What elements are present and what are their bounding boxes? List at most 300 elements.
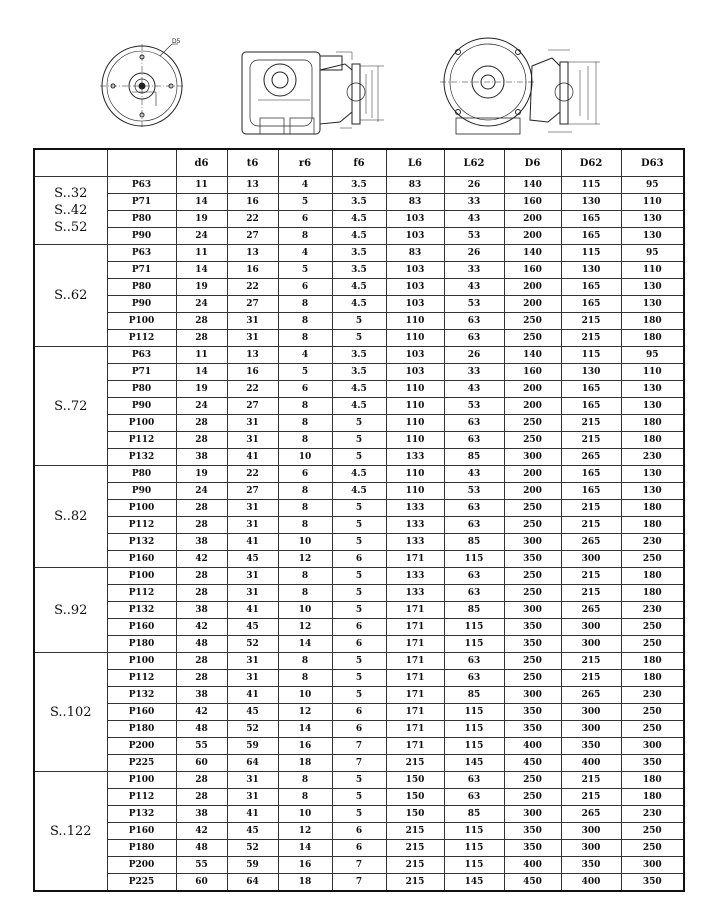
table-cell: 103	[386, 296, 444, 313]
table-row	[34, 772, 684, 789]
table-cell: 5	[332, 313, 386, 330]
table-cell: 171	[386, 602, 444, 619]
table-cell: 59	[227, 738, 278, 755]
dimension-table	[33, 148, 685, 892]
table-row	[34, 262, 684, 279]
column-header	[34, 149, 107, 177]
table-cell: 6	[332, 823, 386, 840]
table-cell: 3.5	[332, 364, 386, 381]
table-cell: 38	[176, 602, 227, 619]
flange-size-cell: P132	[107, 687, 176, 704]
table-cell: 450	[504, 874, 561, 892]
table-cell: 300	[561, 704, 621, 721]
flange-size-cell: P80	[107, 211, 176, 228]
table-row	[34, 721, 684, 738]
table-cell: 4	[278, 245, 332, 262]
table-cell: 180	[621, 789, 684, 806]
flange-size-cell: P200	[107, 857, 176, 874]
table-cell: 8	[278, 415, 332, 432]
table-cell: 6	[332, 840, 386, 857]
table-cell: 8	[278, 568, 332, 585]
table-cell: 400	[561, 874, 621, 892]
table-cell: 6	[278, 211, 332, 228]
flange-size-cell: P160	[107, 823, 176, 840]
table-cell: 8	[278, 772, 332, 789]
table-cell: 43	[444, 211, 504, 228]
table-cell: 180	[621, 670, 684, 687]
table-cell: 28	[176, 500, 227, 517]
table-cell: 215	[561, 772, 621, 789]
table-cell: 6	[332, 619, 386, 636]
table-cell: 42	[176, 551, 227, 568]
table-cell: 5	[332, 772, 386, 789]
table-cell: 13	[227, 347, 278, 364]
table-cell: 215	[561, 789, 621, 806]
table-cell: 8	[278, 517, 332, 534]
table-cell: 63	[444, 500, 504, 517]
table-cell: 14	[278, 721, 332, 738]
table-cell: 110	[621, 364, 684, 381]
table-cell: 8	[278, 789, 332, 806]
flange-size-cell: P132	[107, 534, 176, 551]
table-cell: 103	[386, 262, 444, 279]
table-cell: 31	[227, 568, 278, 585]
table-cell: 115	[444, 619, 504, 636]
flange-size-cell: P80	[107, 466, 176, 483]
table-cell: 130	[561, 262, 621, 279]
table-cell: 4	[278, 347, 332, 364]
table-cell: 10	[278, 449, 332, 466]
table-cell: 14	[176, 364, 227, 381]
table-cell: 85	[444, 534, 504, 551]
table-cell: 22	[227, 279, 278, 296]
flange-size-cell: P71	[107, 364, 176, 381]
table-cell: 250	[504, 789, 561, 806]
table-cell: 31	[227, 517, 278, 534]
flange-size-cell: P100	[107, 415, 176, 432]
table-cell: 11	[176, 245, 227, 262]
table-cell: 28	[176, 313, 227, 330]
table-cell: 42	[176, 823, 227, 840]
table-cell: 6	[332, 721, 386, 738]
table-cell: 130	[621, 483, 684, 500]
table-row	[34, 789, 684, 806]
table-cell: 26	[444, 347, 504, 364]
table-cell: 4.5	[332, 483, 386, 500]
table-cell: 45	[227, 704, 278, 721]
table-cell: 45	[227, 551, 278, 568]
table-cell: 85	[444, 602, 504, 619]
table-cell: 26	[444, 177, 504, 194]
table-cell: 52	[227, 636, 278, 653]
table-cell: 6	[332, 704, 386, 721]
table-cell: 85	[444, 687, 504, 704]
table-row	[34, 653, 684, 670]
table-row	[34, 364, 684, 381]
table-cell: 16	[227, 364, 278, 381]
table-cell: 31	[227, 789, 278, 806]
table-cell: 16	[278, 857, 332, 874]
table-cell: 41	[227, 534, 278, 551]
table-cell: 300	[504, 534, 561, 551]
table-cell: 171	[386, 704, 444, 721]
table-cell: 180	[621, 568, 684, 585]
table-cell: 28	[176, 772, 227, 789]
table-cell: 31	[227, 415, 278, 432]
table-cell: 5	[332, 789, 386, 806]
table-cell: 3.5	[332, 262, 386, 279]
table-cell: 150	[386, 772, 444, 789]
table-cell: 130	[621, 398, 684, 415]
table-cell: 250	[621, 823, 684, 840]
table-cell: 45	[227, 823, 278, 840]
table-cell: 38	[176, 534, 227, 551]
table-cell: 180	[621, 313, 684, 330]
flange-size-cell: P160	[107, 704, 176, 721]
table-cell: 4.5	[332, 211, 386, 228]
table-cell: 31	[227, 432, 278, 449]
table-cell: 450	[504, 755, 561, 772]
table-cell: 300	[561, 721, 621, 738]
table-cell: 45	[227, 619, 278, 636]
table-cell: 250	[504, 330, 561, 347]
technical-drawings	[0, 0, 715, 145]
table-cell: 265	[561, 687, 621, 704]
table-cell: 4.5	[332, 296, 386, 313]
table-cell: 140	[504, 347, 561, 364]
flange-size-cell: P180	[107, 636, 176, 653]
table-cell: 133	[386, 449, 444, 466]
table-cell: 95	[621, 177, 684, 194]
table-cell: 180	[621, 432, 684, 449]
table-row	[34, 432, 684, 449]
table-cell: 230	[621, 687, 684, 704]
table-cell: 52	[227, 840, 278, 857]
table-cell: 5	[332, 449, 386, 466]
table-cell: 115	[561, 177, 621, 194]
table-cell: 350	[621, 755, 684, 772]
table-cell: 165	[561, 483, 621, 500]
table-cell: 12	[278, 704, 332, 721]
table-cell: 350	[561, 857, 621, 874]
table-cell: 22	[227, 211, 278, 228]
table-cell: 10	[278, 534, 332, 551]
table-row	[34, 194, 684, 211]
table-cell: 133	[386, 585, 444, 602]
table-cell: 180	[621, 415, 684, 432]
flange-size-cell: P90	[107, 228, 176, 245]
table-cell: 22	[227, 381, 278, 398]
table-cell: 38	[176, 806, 227, 823]
table-cell: 6	[278, 381, 332, 398]
table-cell: 42	[176, 704, 227, 721]
table-cell: 250	[504, 772, 561, 789]
table-cell: 4.5	[332, 228, 386, 245]
table-cell: 171	[386, 636, 444, 653]
table-cell: 43	[444, 466, 504, 483]
table-cell: 300	[561, 636, 621, 653]
table-cell: 300	[504, 449, 561, 466]
table-cell: 160	[504, 364, 561, 381]
table-row	[34, 330, 684, 347]
flange-size-cell: P100	[107, 772, 176, 789]
table-row	[34, 857, 684, 874]
table-cell: 215	[386, 755, 444, 772]
table-cell: 215	[386, 840, 444, 857]
table-cell: 250	[504, 415, 561, 432]
table-cell: 28	[176, 415, 227, 432]
flange-size-cell: P100	[107, 313, 176, 330]
table-row	[34, 279, 684, 296]
table-cell: 300	[621, 857, 684, 874]
table-cell: 130	[621, 211, 684, 228]
table-cell: 300	[561, 551, 621, 568]
column-header: t6	[227, 149, 278, 177]
table-cell: 5	[332, 585, 386, 602]
table-cell: 42	[176, 619, 227, 636]
column-header: D62	[561, 149, 621, 177]
table-cell: 5	[332, 670, 386, 687]
table-cell: 115	[444, 857, 504, 874]
table-cell: 28	[176, 568, 227, 585]
table-cell: 215	[561, 432, 621, 449]
table-cell: 83	[386, 194, 444, 211]
table-cell: 165	[561, 466, 621, 483]
table-cell: 230	[621, 602, 684, 619]
table-cell: 24	[176, 228, 227, 245]
table-cell: 130	[621, 228, 684, 245]
column-header: D63	[621, 149, 684, 177]
flange-size-cell: P180	[107, 840, 176, 857]
table-cell: 95	[621, 347, 684, 364]
table-cell: 115	[444, 704, 504, 721]
table-cell: 31	[227, 313, 278, 330]
table-cell: 31	[227, 670, 278, 687]
table-row	[34, 449, 684, 466]
table-cell: 85	[444, 806, 504, 823]
table-cell: 171	[386, 721, 444, 738]
model-group-cell: S..82	[34, 466, 107, 568]
table-cell: 300	[504, 602, 561, 619]
table-cell: 103	[386, 228, 444, 245]
table-cell: 115	[561, 245, 621, 262]
flange-size-cell: P100	[107, 500, 176, 517]
flange-size-cell: P112	[107, 789, 176, 806]
table-cell: 31	[227, 653, 278, 670]
table-cell: 140	[504, 245, 561, 262]
table-cell: 41	[227, 449, 278, 466]
table-cell: 350	[504, 704, 561, 721]
column-header	[107, 149, 176, 177]
table-cell: 31	[227, 500, 278, 517]
table-cell: 350	[504, 619, 561, 636]
table-cell: 5	[332, 432, 386, 449]
table-cell: 5	[332, 534, 386, 551]
table-cell: 250	[621, 704, 684, 721]
table-cell: 63	[444, 313, 504, 330]
table-cell: 8	[278, 483, 332, 500]
table-cell: 19	[176, 279, 227, 296]
table-cell: 110	[621, 194, 684, 211]
table-cell: 215	[561, 313, 621, 330]
table-cell: 400	[561, 755, 621, 772]
flange-size-cell: P132	[107, 806, 176, 823]
table-cell: 215	[561, 500, 621, 517]
flange-size-cell: P132	[107, 602, 176, 619]
table-cell: 24	[176, 296, 227, 313]
table-cell: 28	[176, 585, 227, 602]
table-cell: 265	[561, 449, 621, 466]
table-cell: 41	[227, 602, 278, 619]
table-cell: 8	[278, 500, 332, 517]
table-cell: 250	[504, 432, 561, 449]
table-cell: 31	[227, 330, 278, 347]
table-cell: 103	[386, 364, 444, 381]
table-cell: 300	[504, 687, 561, 704]
table-cell: 48	[176, 840, 227, 857]
table-cell: 28	[176, 330, 227, 347]
table-cell: 160	[504, 194, 561, 211]
table-cell: 250	[621, 636, 684, 653]
table-cell: 300	[504, 806, 561, 823]
table-cell: 230	[621, 534, 684, 551]
table-cell: 63	[444, 568, 504, 585]
table-cell: 110	[386, 381, 444, 398]
table-cell: 14	[278, 636, 332, 653]
table-cell: 250	[621, 619, 684, 636]
table-cell: 24	[176, 398, 227, 415]
table-cell: 53	[444, 296, 504, 313]
table-cell: 31	[227, 772, 278, 789]
table-cell: 14	[176, 262, 227, 279]
table-cell: 5	[332, 500, 386, 517]
table-cell: 215	[386, 874, 444, 892]
flange-size-cell: P225	[107, 755, 176, 772]
table-cell: 133	[386, 500, 444, 517]
table-cell: 171	[386, 738, 444, 755]
table-cell: 300	[561, 823, 621, 840]
table-cell: 200	[504, 398, 561, 415]
table-cell: 180	[621, 517, 684, 534]
table-cell: 19	[176, 211, 227, 228]
table-cell: 130	[621, 466, 684, 483]
flange-size-cell: P180	[107, 721, 176, 738]
column-header: L62	[444, 149, 504, 177]
table-cell: 200	[504, 279, 561, 296]
table-cell: 180	[621, 772, 684, 789]
table-cell: 103	[386, 279, 444, 296]
table-cell: 16	[227, 262, 278, 279]
table-cell: 215	[561, 415, 621, 432]
table-cell: 63	[444, 772, 504, 789]
flange-size-cell: P71	[107, 262, 176, 279]
table-cell: 63	[444, 415, 504, 432]
table-row	[34, 687, 684, 704]
table-cell: 115	[444, 840, 504, 857]
table-cell: 180	[621, 585, 684, 602]
table-cell: 27	[227, 398, 278, 415]
table-cell: 3.5	[332, 194, 386, 211]
table-cell: 350	[504, 636, 561, 653]
table-cell: 115	[444, 738, 504, 755]
table-cell: 250	[504, 313, 561, 330]
table-cell: 215	[561, 517, 621, 534]
table-cell: 350	[561, 738, 621, 755]
table-cell: 250	[504, 653, 561, 670]
table-row	[34, 551, 684, 568]
flange-size-cell: P112	[107, 432, 176, 449]
table-cell: 265	[561, 534, 621, 551]
table-cell: 6	[332, 551, 386, 568]
column-header: d6	[176, 149, 227, 177]
table-cell: 165	[561, 279, 621, 296]
table-row	[34, 840, 684, 857]
front-view-drawing	[440, 38, 600, 134]
table-cell: 110	[386, 466, 444, 483]
table-cell: 5	[332, 806, 386, 823]
model-group-cell: S..92	[34, 568, 107, 653]
table-row	[34, 534, 684, 551]
table-cell: 4	[278, 177, 332, 194]
table-row	[34, 755, 684, 772]
table-row	[34, 670, 684, 687]
table-cell: 350	[504, 823, 561, 840]
table-cell: 60	[176, 755, 227, 772]
table-cell: 3.5	[332, 347, 386, 364]
table-cell: 130	[561, 194, 621, 211]
table-cell: 133	[386, 517, 444, 534]
table-cell: 12	[278, 823, 332, 840]
table-cell: 133	[386, 534, 444, 551]
table-cell: 63	[444, 432, 504, 449]
table-row	[34, 245, 684, 262]
table-cell: 27	[227, 483, 278, 500]
table-row	[34, 738, 684, 755]
table-cell: 83	[386, 245, 444, 262]
table-cell: 180	[621, 500, 684, 517]
side-view-drawing	[242, 52, 384, 134]
table-row	[34, 619, 684, 636]
flange-size-cell: P112	[107, 585, 176, 602]
table-cell: 165	[561, 381, 621, 398]
flange-size-cell: P90	[107, 398, 176, 415]
table-row	[34, 466, 684, 483]
table-cell: 11	[176, 347, 227, 364]
model-group-cell: S..32 S..42 S..52	[34, 177, 107, 245]
table-cell: 11	[176, 177, 227, 194]
table-cell: 85	[444, 449, 504, 466]
table-cell: 7	[332, 874, 386, 892]
table-cell: 165	[561, 211, 621, 228]
table-cell: 19	[176, 381, 227, 398]
table-cell: 4.5	[332, 381, 386, 398]
table-cell: 43	[444, 279, 504, 296]
table-row	[34, 415, 684, 432]
table-cell: 200	[504, 228, 561, 245]
table-cell: 5	[278, 364, 332, 381]
table-cell: 115	[561, 347, 621, 364]
table-cell: 200	[504, 483, 561, 500]
table-cell: 110	[386, 483, 444, 500]
table-cell: 18	[278, 874, 332, 892]
table-cell: 350	[504, 721, 561, 738]
table-cell: 8	[278, 670, 332, 687]
model-group-cell: S..62	[34, 245, 107, 347]
table-cell: 140	[504, 177, 561, 194]
table-cell: 165	[561, 398, 621, 415]
table-cell: 31	[227, 585, 278, 602]
table-cell: 250	[621, 840, 684, 857]
